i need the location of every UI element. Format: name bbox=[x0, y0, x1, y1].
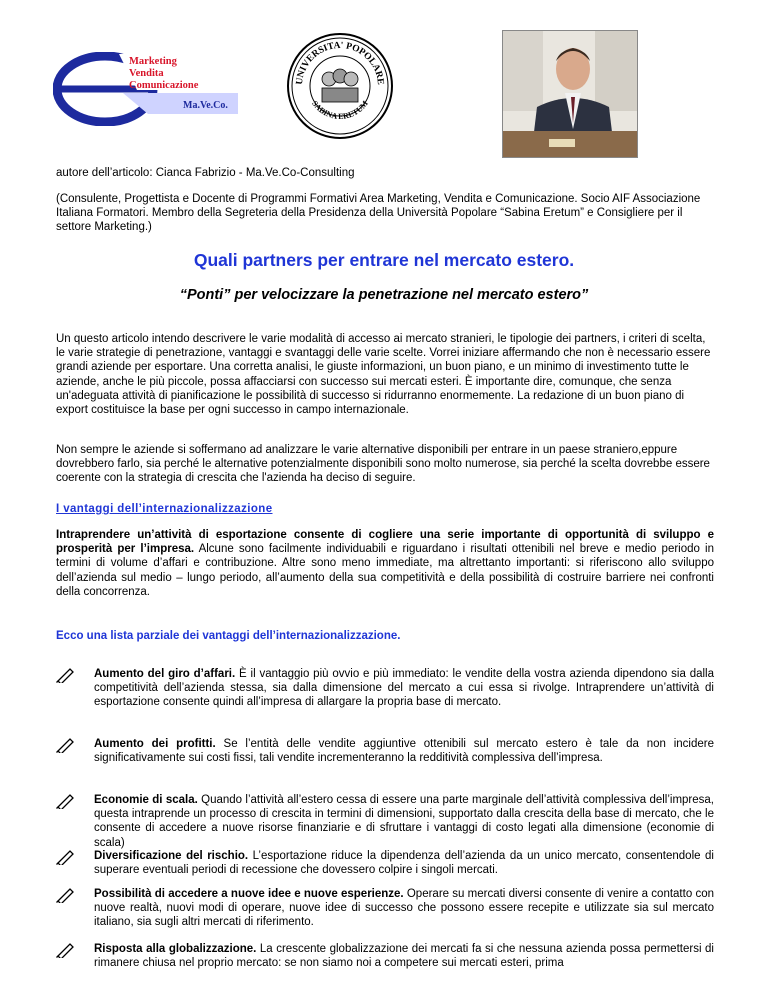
article-author: autore dell’articolo: Cianca Fabrizio - Ma.Ve.Co-Consulting bbox=[56, 167, 355, 179]
list-item-text bbox=[94, 849, 714, 877]
section-paragraph-lead: Intraprendere un’attività di esportazione consente di cogliere una serie importante di opportunità di sviluppo e prosperità per l’impresa. bbox=[56, 529, 714, 556]
list-item-lead: Economie di scala. bbox=[94, 794, 198, 806]
list-item-body: È il vantaggio più ovvio e più immediato: le vendite della vostra azienda dipendono sia dalla competitività dell’azienda stessa, sia dalla dimensione del mercato a cui essa si rivolge. Intraprendere un’attività di esportazione consente quindi all’impresa di allargare la propria base di mercato. bbox=[94, 668, 714, 709]
list-item-text bbox=[94, 737, 714, 765]
section-paragraph bbox=[56, 528, 714, 599]
logo-line-3: Comunicazione bbox=[129, 80, 199, 91]
list-item-text bbox=[94, 887, 714, 930]
seal-bottom-text: SABINA ERETUM bbox=[310, 99, 370, 122]
logo-line-1: Marketing bbox=[129, 56, 177, 67]
maveco-logo bbox=[53, 52, 238, 126]
logo-badge: Ma.Ve.Co. bbox=[183, 100, 228, 111]
logo-line-2: Vendita bbox=[129, 68, 164, 79]
author-photo-image bbox=[503, 31, 637, 157]
list-item-body: Quando l’attività all’estero cessa di essere una parte marginale dell’attività complessiva dell’impresa, questa intraprende un processo di crescita in termini di dimensioni, supportato dalla crescita della base di mercato, che le consente di accedere a nuove risorse finanziarie e di sfruttare i vantaggi di costo legati alla dimensione (economie di scala) bbox=[94, 794, 714, 849]
author-photo bbox=[502, 30, 638, 158]
pen-bullet-icon bbox=[56, 793, 76, 809]
intro-paragraph: Un questo articolo intendo descrivere le varie modalità di accesso ai mercato stranieri, le tipologie dei partners, i criteri di scelta, le varie strategie di penetrazione, vantaggi e svantaggi delle varie scelte. Vorrei iniziare affermando che non è necessario essere grandi aziende per esportare. Una corretta analisi, le giuste informazioni, un buon piano, e un minimo di investimento tutte le aziende, anche le più piccole, possa affacciarsi con successo sui mercati esteri. È importante dire, comunque, che senza un'adeguata attività di pianificazione le possibilità di successo si ridurranno enormemente. La redazione di un buon piano di export costituisce la base per ogni successo in campo internazionale. bbox=[56, 333, 711, 417]
list-item-lead: Possibilità di accedere a nuove idee e nuove esperienze. bbox=[94, 888, 404, 900]
list-item-text bbox=[94, 667, 714, 710]
pen-bullet-icon bbox=[56, 887, 76, 903]
list-item-lead: Aumento dei profitti. bbox=[94, 738, 216, 750]
seal-top-text: UNIVERSITA' POPOLARE bbox=[294, 40, 386, 86]
list-item-body: L’esportazione riduce la dipendenza dell’azienda da un unico mercato, consentendole di superare eventuali periodi di recessione che dovessero colpire i singoli mercati. bbox=[94, 850, 714, 877]
list-item-text bbox=[94, 942, 714, 970]
list-item-lead: Risposta alla globalizzazione. bbox=[94, 943, 257, 955]
list-item-body: Operare su mercati diversi consente di venire a contatto con nuove realtà, nuovi modi di operare, nuove idee di successo che possono essere recepite e utilizzate sia sul mercato italiano, sia sugli altri mercati di riferimento. bbox=[94, 888, 714, 929]
list-heading: Ecco una lista parziale dei vantaggi dell’internazionalizzazione. bbox=[56, 630, 401, 642]
article-title: Quali partners per entrare nel mercato estero. bbox=[193, 250, 575, 270]
second-paragraph: Non sempre le aziende si soffermano ad analizzare le varie alternative disponibili per entrare in un paese straniero,eppure dovrebbero farlo, sia perché le alternative potenzialmente disponibili sono molto numerose, sia perché la scelta dovrebbe essere coerente con la strategia di crescita che l'azienda ha deciso di seguire. bbox=[56, 444, 710, 485]
list-item-lead: Aumento del giro d’affari. bbox=[94, 668, 236, 680]
pen-bullet-icon bbox=[56, 849, 76, 865]
pen-bullet-icon bbox=[56, 942, 76, 958]
article-subtitle: “Ponti” per velocizzare la penetrazione nel mercato estero” bbox=[179, 287, 589, 303]
list-item-body: La crescente globalizzazione dei mercati fa si che nessuna azienda possa permettersi di rimanere chiusa nel proprio mercato: se non siamo noi a competere sui mercati esteri, prima bbox=[94, 943, 714, 970]
list-item-text bbox=[94, 793, 714, 850]
section-paragraph-body: Alcune sono facilmente individuabili e riguardano i risultati ottenibili nel breve e medio periodo in termini di volume d’affari e contribuzione. Altre sono meno immediate, ma altrettanto importanti: si riferiscono allo sviluppo dell’azienda sul medio – lungo periodo, all’aumento della sua competitività e della possibilità di costruire barriere nei confronti della concorrenza. bbox=[56, 543, 714, 598]
list-item-body: Se l’entità delle vendite aggiuntive ottenibili sul mercato estero è tale da non incidere significativamente sui costi fissi, tali vendite incrementeranno la redditività complessiva dell’impresa. bbox=[94, 738, 714, 765]
university-seal bbox=[286, 32, 394, 140]
section-heading: I vantaggi dell’internazionalizzazione bbox=[56, 503, 273, 515]
author-bio: (Consulente, Progettista e Docente di Programmi Formativi Area Marketing, Vendita e Comunicazione. Socio AIF Associazione Italiana Formatori. Membro della Segreteria della Presidenza della Università Popolare “Sabina Eretum” e Consigliere per il settore Marketing.) bbox=[56, 193, 701, 233]
pen-bullet-icon bbox=[56, 667, 76, 683]
list-item-lead: Diversificazione del rischio. bbox=[94, 850, 249, 862]
pen-bullet-icon bbox=[56, 737, 76, 753]
